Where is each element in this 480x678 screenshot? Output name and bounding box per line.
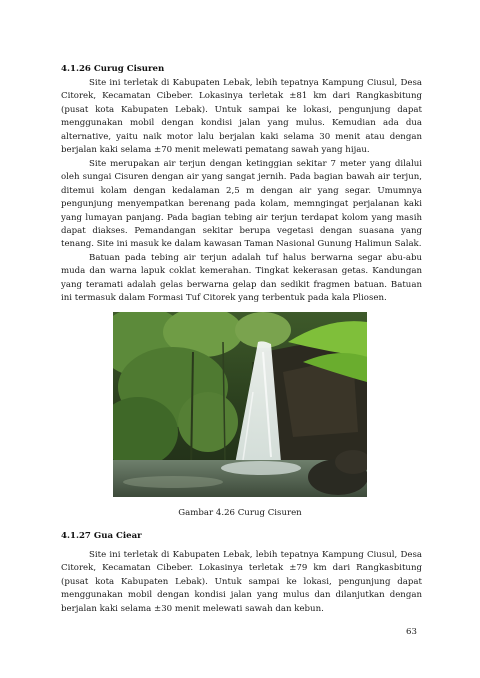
figure-caption: Gambar 4.26 Curug Cisuren xyxy=(178,508,302,518)
section-heading-curug-cisuren: 4.1.26 Curug Cisuren xyxy=(61,64,165,74)
paragraph-gua-ciear-location: Site ini terletak di Kabupaten Lebak, lebih tepatnya Kampung Ciusul, Desa Citorek, Kecamatan Cibeber. Lokasinya terletak ±79 km dari Rangkasbitung (pusat kota Kabupaten Lebak). Untuk sampai ke lokasi, pengunjung dapat menggunakan mobil dengan kondisi jalan yang mulus dan dilanjutkan dengan berjalan kaki selama ±30 menit melewati sawah dan kebun. xyxy=(61,550,422,614)
paragraph-description: Site merupakan air terjun dengan ketinggian sekitar 7 meter yang dilalui oleh sungai Cisuren dengan air yang sangat jernih. Pada bagian bawah air terjun, ditemui kolam dengan kedalaman 2,5 m dengan air yang segar. Umumnya pengunjung menyempatkan berenang pada kolam, memngingat perjalanan kaki yang lumayan panjang. Pada bagian tebing air terjun terdapat kolom yang masih dapat diakses. Pemandangan sekitar berupa vegetasi dengan suasana yang tenang. Site ini masuk ke dalam kawasan Taman Nasional Gunung Halimun Salak. xyxy=(61,159,422,250)
paragraph-geology: Batuan pada tebing air terjun adalah tuf halus berwarna segar abu-abu muda dan warna lapuk coklat kemerahan. Tingkat kekerasan getas. Kandungan yang teramati adalah gelas berwarna gelap dan sedikit fragmen batuan. Batuan ini termasuk dalam Formasi Tuf Citorek yang terbentuk pada kala Pliosen. xyxy=(61,253,422,304)
page-number: 63 xyxy=(406,627,417,637)
section-heading-gua-ciear: 4.1.27 Gua Ciear xyxy=(61,531,142,541)
paragraph-location: Site ini terletak di Kabupaten Lebak, lebih tepatnya Kampung Ciusul, Desa Citorek, Kecamatan Cibeber. Lokasinya terletak ±81 km dari Rangkasbitung (pusat kota Kabupaten Lebak). Untuk sampai ke lokasi, pengunjung dapat menggunakan mobil dengan kondisi jalan yang mulus. Kemudian ada dua alternative, yaitu naik motor lalu berjalan kaki selama 30 menit atau dengan berjalan kaki selama ±70 menit melewati pematang sawah yang hijau. xyxy=(61,78,422,156)
waterfall-photo xyxy=(113,312,367,497)
